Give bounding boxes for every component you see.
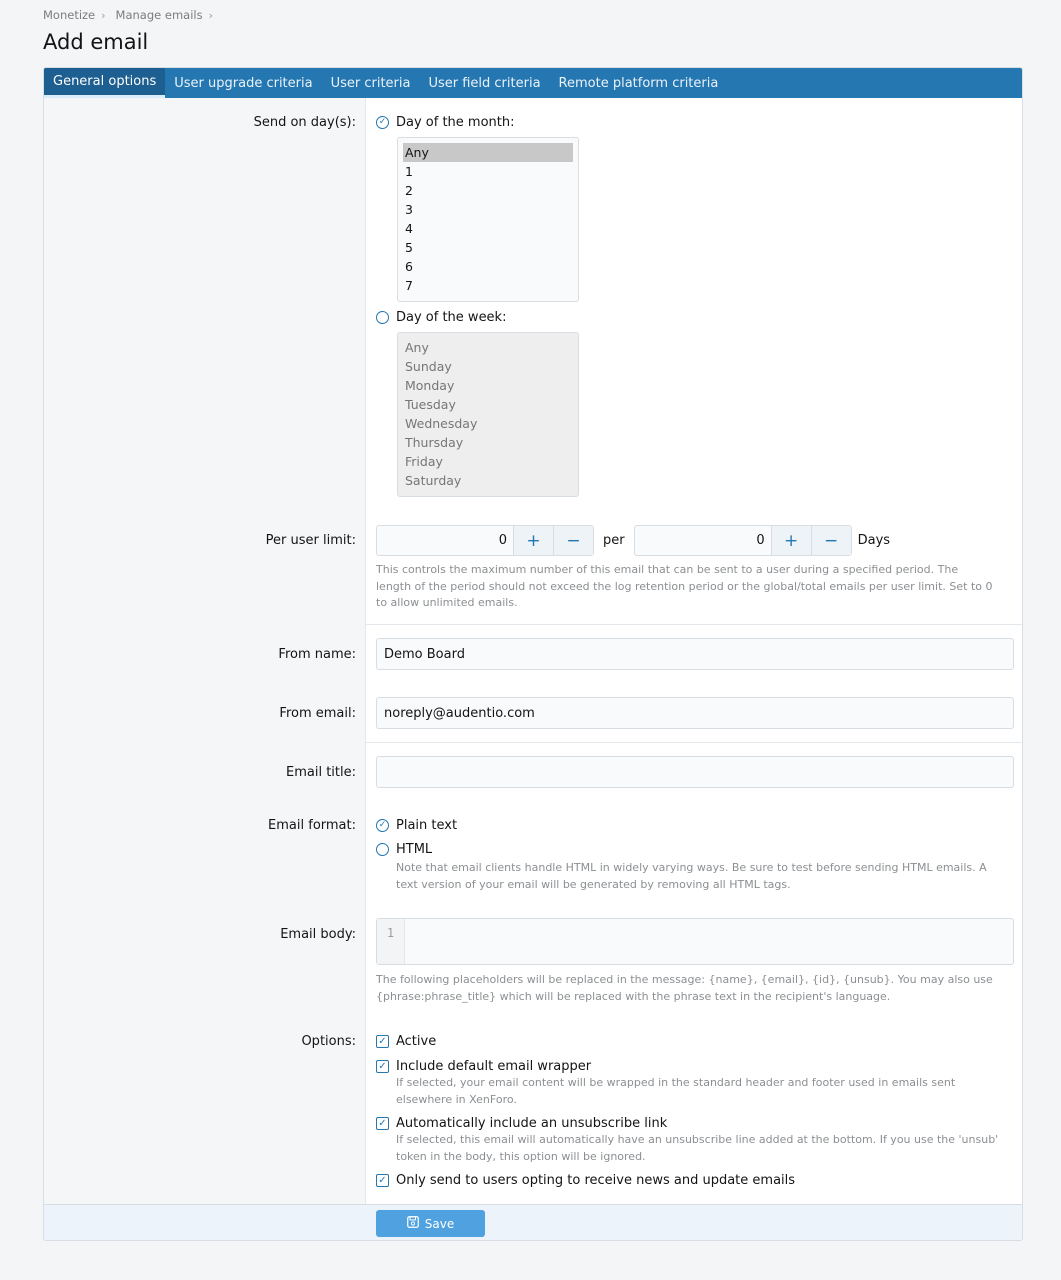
format-html-option[interactable] xyxy=(376,842,432,857)
day-of-week-label: Day of the week: xyxy=(396,310,507,325)
list-item: Thursday xyxy=(405,435,464,450)
list-item[interactable]: Any xyxy=(403,143,573,162)
list-item[interactable]: 2 xyxy=(405,183,413,198)
options-label: Options: xyxy=(301,1034,356,1049)
option-unsubscribe-hint: If selected, this email will automatically have an unsubscribe line added at the bottom. If you use the 'unsub' token in the body, this option will be ignored. xyxy=(396,1133,999,1163)
tab-user-field-criteria[interactable]: User field criteria xyxy=(428,75,541,91)
checkbox-checked-icon[interactable] xyxy=(376,1174,389,1187)
tab-user-upgrade-criteria[interactable]: User upgrade criteria xyxy=(174,75,313,91)
option-news-label: Only send to users opting to receive news and update emails xyxy=(396,1173,796,1188)
form-submit-row xyxy=(44,1204,1023,1241)
day-of-week-select[interactable] xyxy=(397,332,579,497)
list-item: Tuesday xyxy=(405,397,456,412)
list-item: Saturday xyxy=(405,473,462,488)
email-format-label: Email format: xyxy=(268,818,356,833)
email-title-label: Email title: xyxy=(286,765,356,780)
per-label: per xyxy=(603,533,625,548)
chevron-right-icon: › xyxy=(208,8,213,22)
days-label: Days xyxy=(857,533,891,548)
checkbox-checked-icon[interactable] xyxy=(376,1060,389,1073)
from-name-input[interactable]: Demo Board xyxy=(376,638,1014,670)
save-button[interactable] xyxy=(376,1210,485,1237)
tab-remote-platform-criteria[interactable]: Remote platform criteria xyxy=(558,75,719,91)
per-user-limit-group xyxy=(376,525,890,556)
format-plain-option[interactable] xyxy=(376,818,457,833)
save-icon xyxy=(407,1216,419,1231)
email-body-editor[interactable] xyxy=(376,918,1014,965)
option-active-label: Active xyxy=(396,1034,437,1049)
from-email-input[interactable]: noreply@audentio.com xyxy=(376,697,1014,729)
radio-checked-icon[interactable] xyxy=(376,116,389,129)
day-of-month-option[interactable] xyxy=(376,115,515,130)
day-of-month-label: Day of the month: xyxy=(396,115,515,130)
option-wrapper-hint: If selected, your email content will be wrapped in the standard header and footer used in emails sent elsewhere in XenForo. xyxy=(396,1076,956,1106)
format-html-label: HTML xyxy=(396,842,433,857)
email-body-hint: The following placeholders will be replaced in the message: {name}, {email}, {id}, {unsub}. You may also use {phrase:phrase_title} which will be replaced with the phrase text in the recipient's language. xyxy=(376,973,993,1003)
option-unsubscribe[interactable] xyxy=(376,1116,667,1131)
tab-bar xyxy=(44,68,1022,98)
divider xyxy=(366,624,1023,625)
save-label: Save xyxy=(424,1216,455,1231)
breadcrumb-monetize[interactable]: Monetize xyxy=(43,8,96,22)
plus-icon[interactable]: + xyxy=(513,526,553,555)
from-name-label: From name: xyxy=(278,647,356,662)
list-item: Sunday xyxy=(405,359,452,374)
day-of-month-select[interactable] xyxy=(397,137,579,302)
email-title-input[interactable] xyxy=(376,756,1014,788)
list-item[interactable]: 4 xyxy=(405,221,413,236)
format-plain-label: Plain text xyxy=(396,818,458,833)
plus-icon[interactable]: + xyxy=(771,526,811,555)
email-body-label: Email body: xyxy=(280,927,356,942)
radio-checked-icon[interactable] xyxy=(376,819,389,832)
option-news-only[interactable] xyxy=(376,1173,795,1188)
send-on-label: Send on day(s): xyxy=(253,115,356,130)
divider xyxy=(366,742,1023,743)
per-user-limit-label: Per user limit: xyxy=(265,533,356,548)
list-item: Wednesday xyxy=(405,416,478,431)
option-wrapper-label: Include default email wrapper xyxy=(396,1059,592,1074)
line-number: 1 xyxy=(377,919,405,964)
list-item: Friday xyxy=(405,454,443,469)
chevron-right-icon: › xyxy=(101,8,106,22)
limit-count-value[interactable]: 0 xyxy=(498,533,507,548)
list-item[interactable]: 7 xyxy=(405,278,413,293)
page-title: Add email xyxy=(43,30,149,54)
limit-period-value[interactable]: 0 xyxy=(756,533,765,548)
checkbox-checked-icon[interactable] xyxy=(376,1035,389,1048)
form-panel xyxy=(43,67,1023,1241)
tab-user-criteria[interactable]: User criteria xyxy=(330,75,411,91)
limit-count-stepper[interactable] xyxy=(376,525,594,556)
from-email-label: From email: xyxy=(279,706,356,721)
minus-icon[interactable]: − xyxy=(553,526,593,555)
list-item: Any xyxy=(405,340,429,355)
breadcrumb-manage-emails[interactable]: Manage emails xyxy=(115,8,203,22)
checkbox-checked-icon[interactable] xyxy=(376,1117,389,1130)
radio-unchecked-icon[interactable] xyxy=(376,843,389,856)
list-item[interactable]: 1 xyxy=(405,164,413,179)
breadcrumb xyxy=(43,8,213,22)
email-format-hint: Note that email clients handle HTML in widely varying ways. Be sure to test before sending HTML emails. A text version of your email will be generated by removing all HTML tags. xyxy=(396,861,987,891)
option-active[interactable] xyxy=(376,1034,436,1049)
day-of-week-option[interactable] xyxy=(376,310,506,325)
radio-unchecked-icon[interactable] xyxy=(376,311,389,324)
option-wrapper[interactable] xyxy=(376,1059,591,1074)
minus-icon[interactable]: − xyxy=(811,526,851,555)
list-item[interactable]: 5 xyxy=(405,240,413,255)
list-item[interactable]: 6 xyxy=(405,259,413,274)
tab-general-options[interactable]: General options xyxy=(44,68,165,98)
limit-period-stepper[interactable] xyxy=(634,525,852,556)
list-item[interactable]: 3 xyxy=(405,202,413,217)
list-item: Monday xyxy=(405,378,455,393)
option-unsubscribe-label: Automatically include an unsubscribe link xyxy=(396,1116,668,1131)
per-user-limit-hint: This controls the maximum number of this email that can be sent to a user during a specified period. The length of the period should not exceed the log retention period or the global/total emails per user limit. Set to 0 to allow unlimited emails. xyxy=(376,563,993,609)
